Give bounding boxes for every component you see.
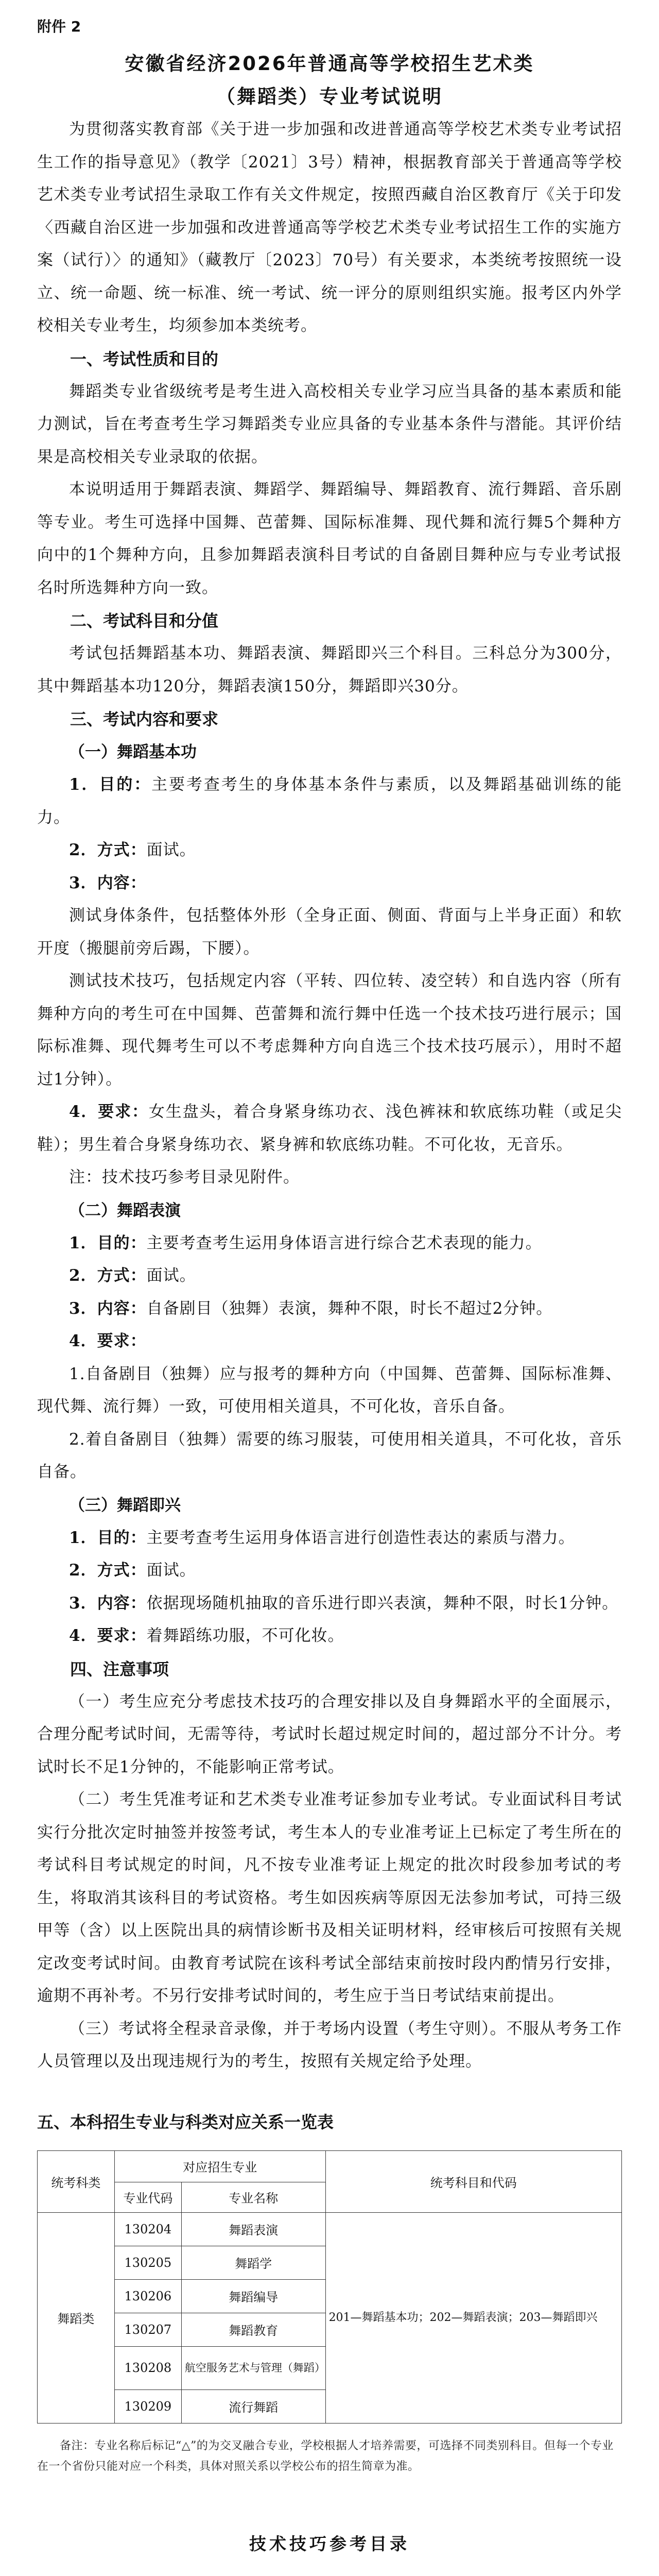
cell-code: 130209 <box>114 2389 181 2423</box>
item-text: 主要考查考生运用身体语言进行创造性表达的素质与潜力。 <box>146 1528 575 1547</box>
item-text: 面试。 <box>146 1266 196 1285</box>
cell-code: 130205 <box>114 2246 181 2279</box>
item-label: 3．内容： <box>69 873 147 892</box>
section-paragraph: 本说明适用于舞蹈表演、舞蹈学、舞蹈编导、舞蹈教育、流行舞蹈、音乐剧等专业。考生可选择中国舞、芭蕾舞、国际标准舞、现代舞和流行舞5个舞种方向中的1个舞种方向，且参加舞蹈表演科目考试的自备剧目舞种应与专业考试报名时所选舞种方向一致。 <box>37 480 622 597</box>
cell-name: 舞蹈学 <box>181 2246 325 2279</box>
item-label: 4．要求： <box>69 1626 147 1645</box>
item-text: 依据现场随机抽取的音乐进行即兴表演，舞种不限，时长1分钟。 <box>146 1594 619 1613</box>
item-text: 着舞蹈练功服，不可化妆。 <box>146 1626 344 1645</box>
cell-name: 舞蹈教育 <box>181 2313 325 2346</box>
appendix-heading <box>37 2570 622 2576</box>
table-section-heading: 五、本科招生专业与科类对应关系一览表 <box>37 2112 334 2132</box>
item-label: 4．要求： <box>69 1332 147 1350</box>
section-heading: 四、注意事项 <box>70 1659 169 1679</box>
cell-category: 舞蹈类 <box>38 2212 115 2423</box>
item-text: 主要考查考生运用身体语言进行综合艺术表现的能力。 <box>146 1233 542 1252</box>
subsection-heading: （三）舞蹈即兴 <box>69 1496 181 1515</box>
cell-name: 舞蹈表演 <box>181 2212 325 2246</box>
item-line <box>37 1260 622 1293</box>
item-label: 4．要求： <box>69 1103 149 1121</box>
item-line <box>37 1587 622 1620</box>
cell-code: 130207 <box>114 2313 181 2346</box>
section-paragraph: （三）考试将全程录音录像，并于考场内设置（考生守则）。不服从考务工作人员管理以及出现违规行为的考生，按照有关规定给予处理。 <box>37 2019 622 2071</box>
subsection-heading: （一）舞蹈基本功 <box>69 743 197 761</box>
table-row <box>38 2212 622 2246</box>
major-category-table <box>37 2150 622 2424</box>
cell-name: 流行舞蹈 <box>181 2389 325 2423</box>
section-paragraph: 舞蹈类专业省级统考是考生进入高校相关专业学习应当具备的基本素质和能力测试，旨在考查考生学习舞蹈类专业应具备的专业基本条件与潜能。其评价结果是高校相关专业录取的依据。 <box>37 382 622 466</box>
header-subjects: 统考科目和代码 <box>325 2150 621 2212</box>
item-label: 3．内容： <box>69 1299 147 1318</box>
cell-subjects: 201—舞蹈基本功；202—舞蹈表演；203—舞蹈即兴 <box>325 2212 621 2423</box>
document-subtitle: （舞蹈类）专业考试说明 <box>216 86 443 108</box>
section-paragraph: 测试技术技巧，包括规定内容（平转、四位转、凌空转）和自选内容（所有舞种方向的考生可在中国舞、芭蕾舞和流行舞中任选一个技术技巧进行展示；国际标准舞、现代舞考生可以不考虑舞种方向自选三个技术技巧展示），用时不超过1分钟）。 <box>37 972 622 1089</box>
item-line <box>37 1227 622 1260</box>
item-line <box>37 834 622 867</box>
item-label: 1．目的： <box>69 1233 147 1252</box>
section-paragraph: （二）考生凭准考证和艺术类专业准考证参加专业考试。专业面试科目考试实行分批次定时抽签并按签考试，考生本人的专业准考证上已标定了考生所在的考试科目考试规定的时间，凡不按专业准考证上规定的批次时段参加考试的考生，将取消其该科目的考试资格。考生如因疾病等原因无法参加考试，可持三级甲等（含）以上医院出具的病情诊断书及相关证明材料，经审核后可按照有关规定改变考试时间。由教育考试院在该科考试全部结束前按时段内酌情另行安排，逾期不再补考。不另行安排考试时间的，考生应于当日考试结束前提出。 <box>37 1790 622 2005</box>
item-text: 自备剧目（独舞）表演，舞种不限，时长不超过2分钟。 <box>146 1299 553 1318</box>
subsection-heading: （二）舞蹈表演 <box>69 1201 181 1220</box>
item-line <box>37 867 622 900</box>
cell-code: 130208 <box>114 2346 181 2389</box>
item-label: 2．方式： <box>69 841 147 859</box>
intro-paragraph: 为贯彻落实教育部《关于进一步加强和改进普通高等学校艺术类专业考试招生工作的指导意见》（教学〔2021〕3号）精神，根据教育部关于普通高等学校艺术类专业考试招生录取工作有关文件规定，按照西藏自治区教育厅《关于印发〈西藏自治区进一步加强和改进普通高等学校艺术类专业考试招生工作的实施方案（试行）〉的通知》（藏教厅〔2023〕70号）有关要求，本类统考按照统一设立、统一命题、统一标准、统一考试、统一评分的原则组织实施。报考区内外学校相关专业考生，均须参加本类统考。 <box>37 120 622 335</box>
header-name: 专业名称 <box>181 2182 325 2212</box>
item-text: 面试。 <box>146 1561 196 1580</box>
appendix-title: 技术技巧参考目录 <box>249 2533 410 2554</box>
document-title: 安徽省经济2026年普通高等学校招生艺术类 <box>125 53 534 75</box>
item-label: 3．内容： <box>69 1594 147 1613</box>
header-major-group: 对应招生专业 <box>114 2150 325 2182</box>
item-line <box>37 1293 622 1326</box>
table-header-row <box>38 2150 622 2182</box>
attachment-label: 附件 2 <box>37 18 81 35</box>
item-line <box>37 1620 622 1653</box>
section-heading: 三、考试内容和要求 <box>70 709 219 729</box>
item-line <box>37 1096 622 1161</box>
item-label: 1．目的： <box>69 1528 147 1547</box>
section-paragraph: 考试包括舞蹈基本功、舞蹈表演、舞蹈即兴三个科目。三科总分为300分，其中舞蹈基本功120分，舞蹈表演150分，舞蹈即兴30分。 <box>37 644 622 696</box>
section-heading: 二、考试科目和分值 <box>70 611 219 631</box>
header-code: 专业代码 <box>114 2182 181 2212</box>
item-label: 2．方式： <box>69 1561 147 1580</box>
section-paragraph: （一）考生应充分考虑技术技巧的合理安排以及自身舞蹈水平的全面展示，合理分配考试时间，无需等待，考试时长超过规定时间的，超过部分不计分。考试时长不足1分钟的，不能影响正常考试。 <box>37 1692 622 1776</box>
table-note: 备注：专业名称后标记“△”的为交叉融合专业，学校根据人才培养需要，可选择不同类别科目。但每一个专业在一个省份只能对应一个科类，具体对照关系以学校公布的招生简章为准。 <box>37 2439 614 2473</box>
cell-name: 航空服务艺术与管理（舞蹈） <box>181 2346 325 2389</box>
item-text: 面试。 <box>146 841 196 859</box>
item-line <box>37 1554 622 1587</box>
header-category: 统考科类 <box>38 2150 115 2212</box>
cell-code: 130204 <box>114 2212 181 2246</box>
item-line <box>37 769 622 834</box>
item-text: 女生盘头，着合身紧身练功衣、浅色裤袜和软底练功鞋（或足尖鞋）；男生着合身紧身练功衣、紧身裤和软底练功鞋。不可化妆，无音乐。 <box>37 1103 622 1154</box>
cell-code: 130206 <box>114 2279 181 2313</box>
section-paragraph: 1.自备剧目（独舞）应与报考的舞种方向（中国舞、芭蕾舞、国际标准舞、现代舞、流行舞）一致，可使用相关道具，不可化妆，音乐自备。 <box>37 1364 622 1416</box>
item-label: 1．目的： <box>69 775 152 794</box>
section-heading: 一、考试性质和目的 <box>70 349 219 369</box>
item-text: 主要考查考生的身体基本条件与素质，以及舞蹈基础训练的能力。 <box>37 775 622 827</box>
cell-name: 舞蹈编导 <box>181 2279 325 2313</box>
note-line: 注：技术技巧参考目录见附件。 <box>69 1168 300 1187</box>
section-paragraph: 2.着自备剧目（独舞）需要的练习服装，可使用相关道具，不可化妆，音乐自备。 <box>37 1430 622 1481</box>
section-paragraph: 测试身体条件，包括整体外形（全身正面、侧面、背面与上半身正面）和软开度（搬腿前旁后踢，下腰）。 <box>37 906 622 958</box>
item-label: 2．方式： <box>69 1266 147 1285</box>
item-line <box>37 1325 622 1358</box>
item-line <box>37 1522 622 1555</box>
